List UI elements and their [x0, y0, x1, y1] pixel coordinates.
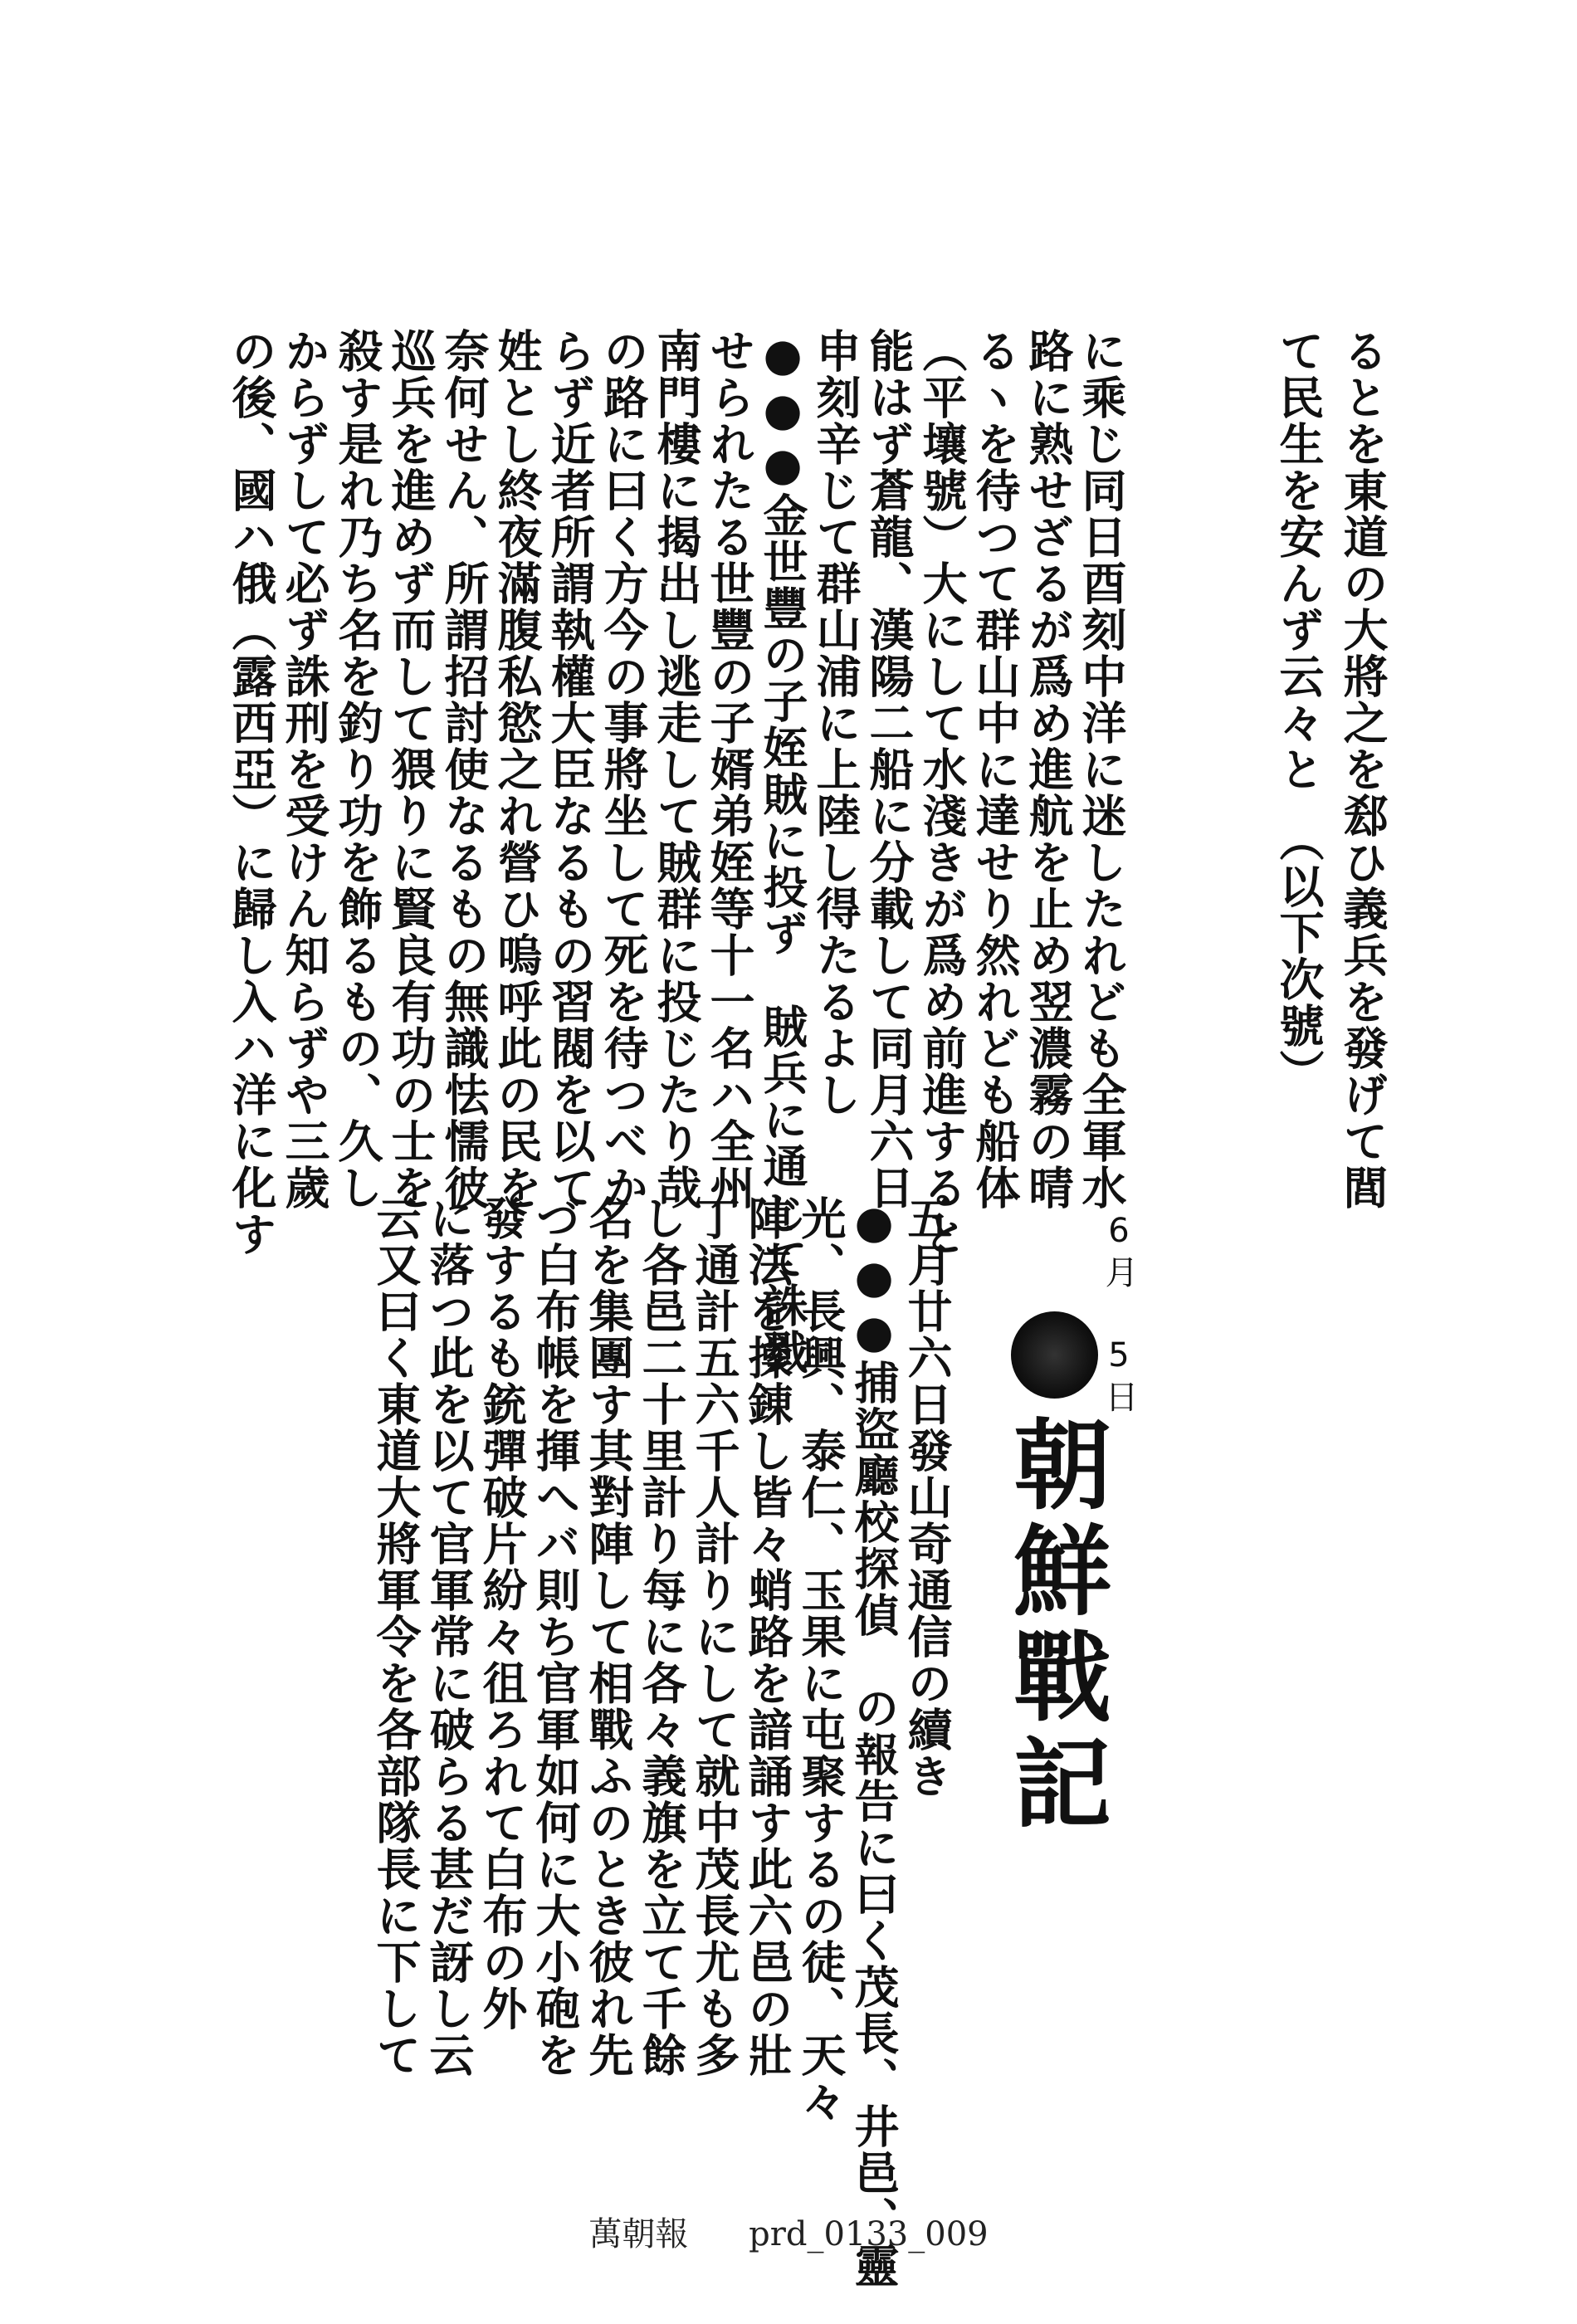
text-column: の路に曰く方今の事將坐して死を待つべか: [597, 328, 650, 1211]
text-column: づ白布帳を揮へバ則ち官軍如何に大小砲を: [529, 1195, 582, 2078]
date-label: 6月 5日: [1100, 1212, 1138, 1418]
text-column: 巡兵を進めず而して猥りに賢良有功の士を: [384, 328, 437, 1211]
text-column: （平壤號）大にして水淺きが爲め前進すると: [915, 328, 969, 1257]
text-column: 申刻辛じて群山浦に上陸し得たるよし: [809, 328, 862, 1118]
text-column: 光、長興、泰仁、玉果に屯聚するの徒、天々: [794, 1195, 847, 2125]
text-column: 路に熟せざるが爲め進航を止め翌濃霧の晴: [1022, 328, 1075, 1211]
text-column: らず近者所謂執權大臣なるもの習閥を以て: [544, 328, 597, 1211]
text-column: 姓とし終夜滿腹私慾之れ營ひ嗚呼此の民を: [491, 328, 544, 1211]
text-column: ●●●捕盜廳校探偵 の報告に曰く茂長、井邑、靈: [847, 1195, 901, 2289]
text-column: せられたる世豐の子婿弟姪等十一名ハ全州: [703, 328, 756, 1211]
publication-name: 萬朝報: [588, 2215, 689, 2253]
text-column: からずして必ず誅刑を受けん知らずや三歲: [278, 328, 331, 1211]
headline-title: 朝鮮戰記: [997, 1413, 1112, 1838]
text-column: に落つ此を以て官軍常に破らる甚だ訝し云: [422, 1195, 476, 2078]
text-column: の後、國ハ俄（露西亞）に歸し入ハ洋に化す: [225, 328, 278, 1257]
page-code: prd_0133_009: [749, 2215, 989, 2253]
text-column: 能はず蒼龍、漢陽二船に分載して同月六日: [862, 328, 915, 1211]
text-column: 發するも銃彈破片紛々徂ろれて白布の外: [476, 1195, 529, 2032]
text-column: 南門樓に揭出し逃走して賊群に投じたり哉: [650, 328, 703, 1211]
black-circle-mark-icon: [1011, 1311, 1098, 1399]
text-column: て民生を安んず云々と （以下次號）: [1272, 328, 1326, 1096]
text-column: 丁通計五六千人計りにして就中茂長尤も多: [688, 1195, 741, 2078]
text-column: し各邑二十里計り每に各々義旗を立て千餘: [635, 1195, 688, 2078]
text-column: ●●●金世豐の子姪賊に投ず 賊兵に通じて誅戮: [756, 328, 809, 1375]
text-column: 奈何せん、所謂招討使なるもの無識怯懦彼: [437, 328, 491, 1211]
text-column: に乘じ同日酉刻中洋に迷したれども全軍水: [1075, 328, 1128, 1211]
text-column: 陣法を操錬し皆々蛸路を諳誦す此六邑の壯: [741, 1195, 794, 2078]
text-column: るとを東道の大將之を郄ひ義兵を發げて閭: [1336, 328, 1389, 1211]
text-column: 名を集團す其對陣して相戰ふのとき彼れ先: [582, 1195, 635, 2078]
text-column: るヽを待つて群山中に達せり然れども船体: [969, 328, 1022, 1211]
page-footer: [0, 2208, 1577, 2255]
article-headline: [984, 1311, 1125, 1838]
text-column: 云又曰く東道大將軍令を各部隊長に下して: [369, 1195, 422, 2078]
text-column: 五月廿六日發山奇通信の續き: [901, 1195, 954, 1799]
text-column: 殺す是れ乃ち名を釣り功を飾るもの、久し: [331, 328, 384, 1211]
